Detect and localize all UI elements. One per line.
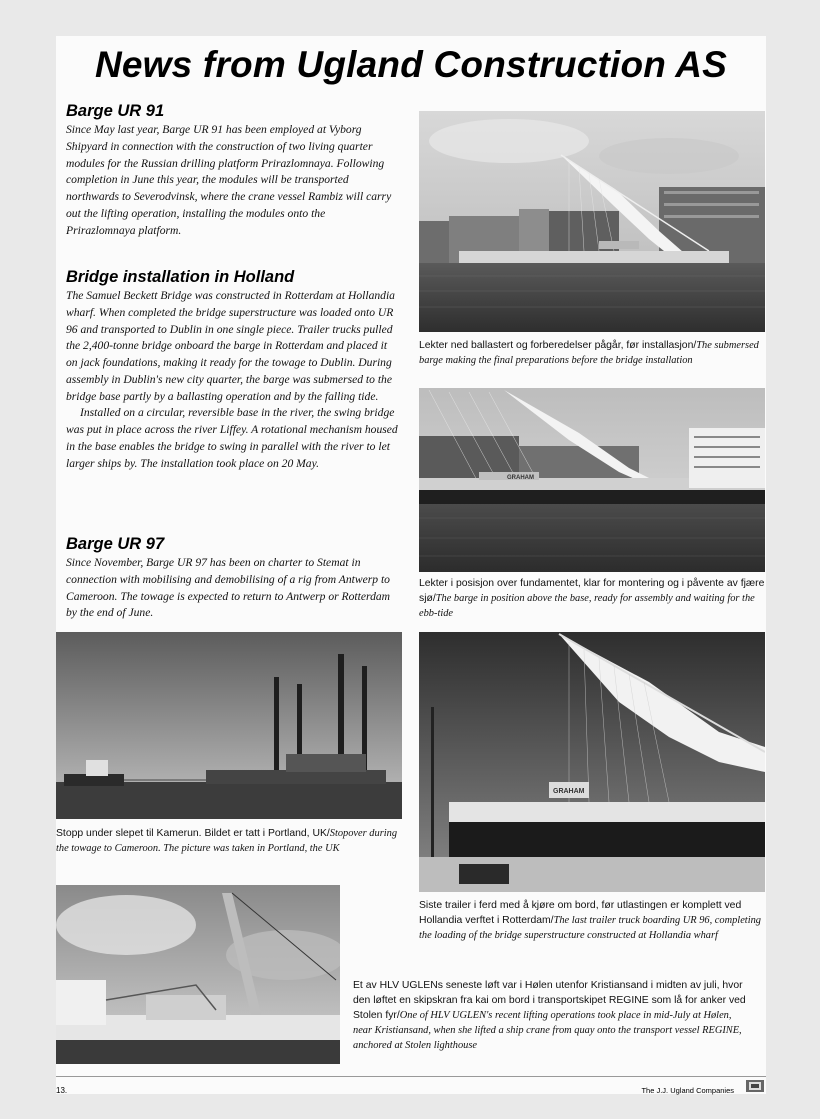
caption-english: The submersed barge making the final preparations before the bridge installation [419,340,759,366]
graham-sign: GRAHAM [507,475,534,481]
caption-photo-1 [419,338,765,368]
section-heading-bridge-installation: Bridge installation in Holland [66,268,295,286]
page-number: 13. [56,1086,68,1095]
caption-english: The last trailer truck boarding UR 96, completing the loading of the bridge superstructure constructed at Hollandia wharf [419,915,761,941]
section-heading-barge-ur97: Barge UR 97 [66,535,165,553]
caption-photo-2 [419,576,765,621]
caption-photo-3 [56,826,402,856]
company-name: The J.J. Ugland Companies [641,1086,734,1095]
paragraph: The Samuel Beckett Bridge was constructed in Rotterdam at Hollandia wharf. When completed the bridge superstructure was loaded onto UR 96 and transported to Dublin in one single piece. Trailer trucks pulled the 2,400-tonne bridge onboard the barge in Rotterdam and placed it on jack foundations, making it ready for the towage to Dublin. During assembly in Dublin's new city quarter, the barge was submersed to the bridge base partly by a ballasting operation and by the falling tide. [66,289,395,403]
graham-sign: GRAHAM [553,788,585,795]
photo-last-trailer-boarding [419,632,765,892]
caption-photo-5 [353,978,751,1053]
section-heading-barge-ur91: Barge UR 91 [66,102,165,120]
photo-submersed-barge-bridge [419,111,765,332]
photo-hlv-uglen-lift [56,885,340,1064]
caption-norwegian: Siste trailer i ferd med å kjøre om bord, før utlastingen er komplett ved Hollandia verftet i Rotterdam/ [419,900,742,926]
page-title: News from Ugland Construction AS [94,44,727,85]
section-body-bridge-installation [66,288,399,472]
section-body-barge-ur97 [66,555,400,622]
paragraph: Since May last year, Barge UR 91 has been employed at Vyborg Shipyard in connection with the construction of two living quarter modules for the Russian drilling platform Prirazlomnaya. Following completion in June this year, the modules will be transported northwards to Severodvinsk, where the crane vessel Rambiz will carry out the lifting operation, installing the modules onto the Prirazlomnaya platform. [66,123,392,237]
photo-barge-above-base [419,388,765,572]
magazine-page [56,36,766,1094]
caption-english: One of HLV UGLEN's recent lifting operations took place in mid-July at Hølen, near Kristiansand, when she lifted a ship crane from quay onto the transport vessel REGINE, anchored at Stolen lighthouse [353,1010,742,1051]
caption-norwegian: Lekter i posisjon over fundamentet, klar for montering og i påvente av fjære sjø/ [419,578,765,604]
caption-english: The barge in position above the base, ready for assembly and waiting for the ebb-tide [419,593,755,619]
caption-norwegian: Stopp under slepet til Kamerun. Bildet er tatt i Portland, UK/ [56,828,330,839]
caption-norwegian: Lekter ned ballastert og forberedelser pågår, før installasjon/ [419,340,697,351]
caption-norwegian: Et av HLV UGLENs seneste løft var i Hølen utenfor Kristiansand i midten av juli, hvor den løftet en skipskran fra kai om bord i transportskipet REGINE som lå for anker ved Stolen fyr/ [353,980,746,1021]
company-flag-icon [746,1080,764,1092]
photo-rig-towage-portland [56,632,402,819]
section-body-barge-ur91 [66,122,396,239]
caption-english: Stopover during the towage to Cameroon. The picture was taken in Portland, the UK [56,828,398,854]
paragraph: Installed on a circular, reversible base in the river, the swing bridge was put in place across the river Liffey. A rotational mechanism housed in the base enables the bridge to swing in parallel with the river to let larger ships by. The installation took place on 20 May. [66,406,398,470]
caption-photo-4 [419,898,765,943]
paragraph: Since November, Barge UR 97 has been on charter to Stemat in connection with mobilising and demobilising of a rig from Antwerp to Cameroon. The towage is expected to return to Antwerp or Rotterdam by the end of June. [66,556,391,620]
footer-rule [56,1076,766,1077]
